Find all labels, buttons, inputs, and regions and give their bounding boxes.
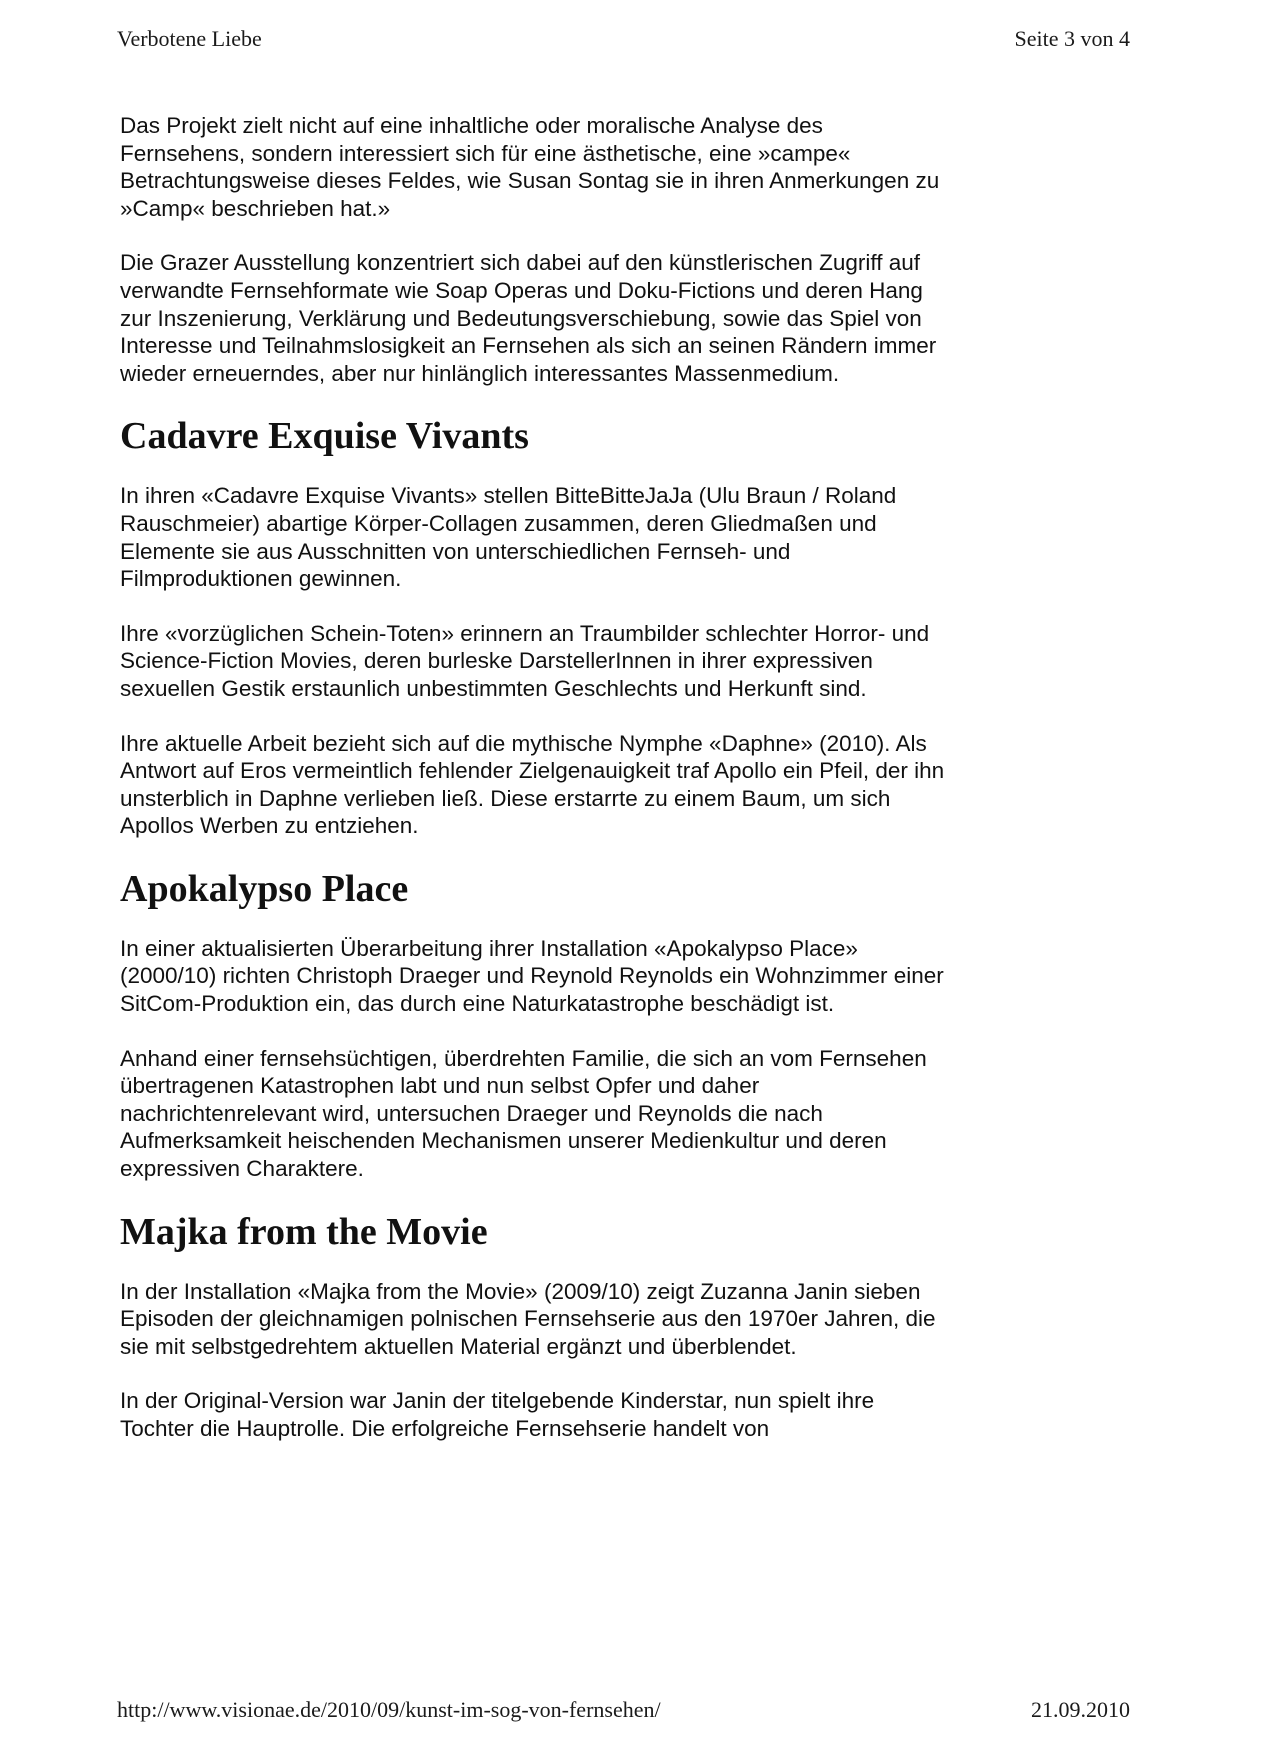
section-heading-apokalypso-place: Apokalypso Place xyxy=(120,867,409,910)
paragraph: In der Original-Version war Janin der titelgebende Kinderstar, nun spielt ihre Tochter die Hauptrolle. Die erfolgreiche Fernsehserie handelt von xyxy=(120,1388,875,1441)
section-heading-majka-from-the-movie: Majka from the Movie xyxy=(120,1210,488,1253)
paragraph: Ihre aktuelle Arbeit bezieht sich auf die mythische Nymphe «Daphne» (2010). Als Antwort auf Eros vermeintlich fehlender Zielgenauigkeit traf Apollo ein Pfeil, der ihn unsterblich in Daphne verlieben ließ. Diese erstarrte zu einem Baum, um sich Apollos Werben zu entziehen. xyxy=(120,730,945,839)
paragraph: In einer aktualisierten Überarbeitung ihrer Installation «Apokalypso Place» (2000/10) richten Christoph Draeger und Reynold Reynolds ein Wohnzimmer einer SitCom-Produktion ein, das durch eine Naturkatastrophe beschädigt ist. xyxy=(120,935,944,1017)
paragraph: Das Projekt zielt nicht auf eine inhaltliche oder moralische Analyse des Fernsehens, sondern interessiert sich für eine ästhetische, eine »campe« Betrachtungsweise dieses Feldes, wie Susan Sontag sie in ihren Anmerkungen zu »Camp« beschrieben hat.» xyxy=(120,113,940,221)
paragraph: In ihren «Cadavre Exquise Vivants» stellen BitteBitteJaJa (Ulu Braun / Roland Rauschmeier) abartige Körper-Collagen zusammen, deren Gliedmaßen und Elemente sie aus Ausschnitten von unterschiedlichen Fernseh- und Filmproduktionen gewinnen. xyxy=(120,483,897,592)
print-footer xyxy=(117,1697,1130,1727)
print-date: 21.09.2010 xyxy=(1031,1697,1130,1722)
section-heading-cadavre-exquise-vivants: Cadavre Exquise Vivants xyxy=(120,415,529,458)
paragraph: Die Grazer Ausstellung konzentriert sich dabei auf den künstlerischen Zugriff auf verwandte Fernsehformate wie Soap Operas und Doku-Fictions und deren Hang zur Inszenierung, Verklärung und Bedeutungsverschiebung, sowie das Spiel von Interesse und Teilnahmslosigkeit an Fernsehen als sich an seinen Rändern immer wieder erneuerndes, aber nur hinlänglich interessantes Massenmedium. xyxy=(120,250,937,386)
page-indicator: Seite 3 von 4 xyxy=(1014,26,1130,51)
document-title: Verbotene Liebe xyxy=(117,26,262,51)
paragraph: In der Installation «Majka from the Movie» (2009/10) zeigt Zuzanna Janin sieben Episoden der gleichnamigen polnischen Fernsehserie aus den 1970er Jahren, die sie mit selbstgedrehtem aktuellen Material ergänzt und überblendet. xyxy=(120,1278,936,1359)
source-url: http://www.visionae.de/2010/09/kunst-im-sog-von-fernsehen/ xyxy=(117,1697,661,1722)
article-body xyxy=(120,112,950,1470)
print-header xyxy=(117,26,1130,56)
paragraph: Anhand einer fernsehsüchtigen, überdrehten Familie, die sich an vom Fernsehen übertragenen Katastrophen labt und nun selbst Opfer und daher nachrichtenrelevant wird, untersuchen Draeger und Reynolds die nach Aufmerksamkeit heischenden Mechanismen unserer Medienkultur und deren expressiven Charaktere. xyxy=(120,1045,927,1182)
paragraph: Ihre «vorzüglichen Schein-Toten» erinnern an Traumbilder schlechter Horror- und Science-Fiction Movies, deren burleske DarstellerInnen in ihrer expressiven sexuellen Gestik erstaunlich unbestimmten Geschlechts und Herkunft sind. xyxy=(120,620,930,701)
